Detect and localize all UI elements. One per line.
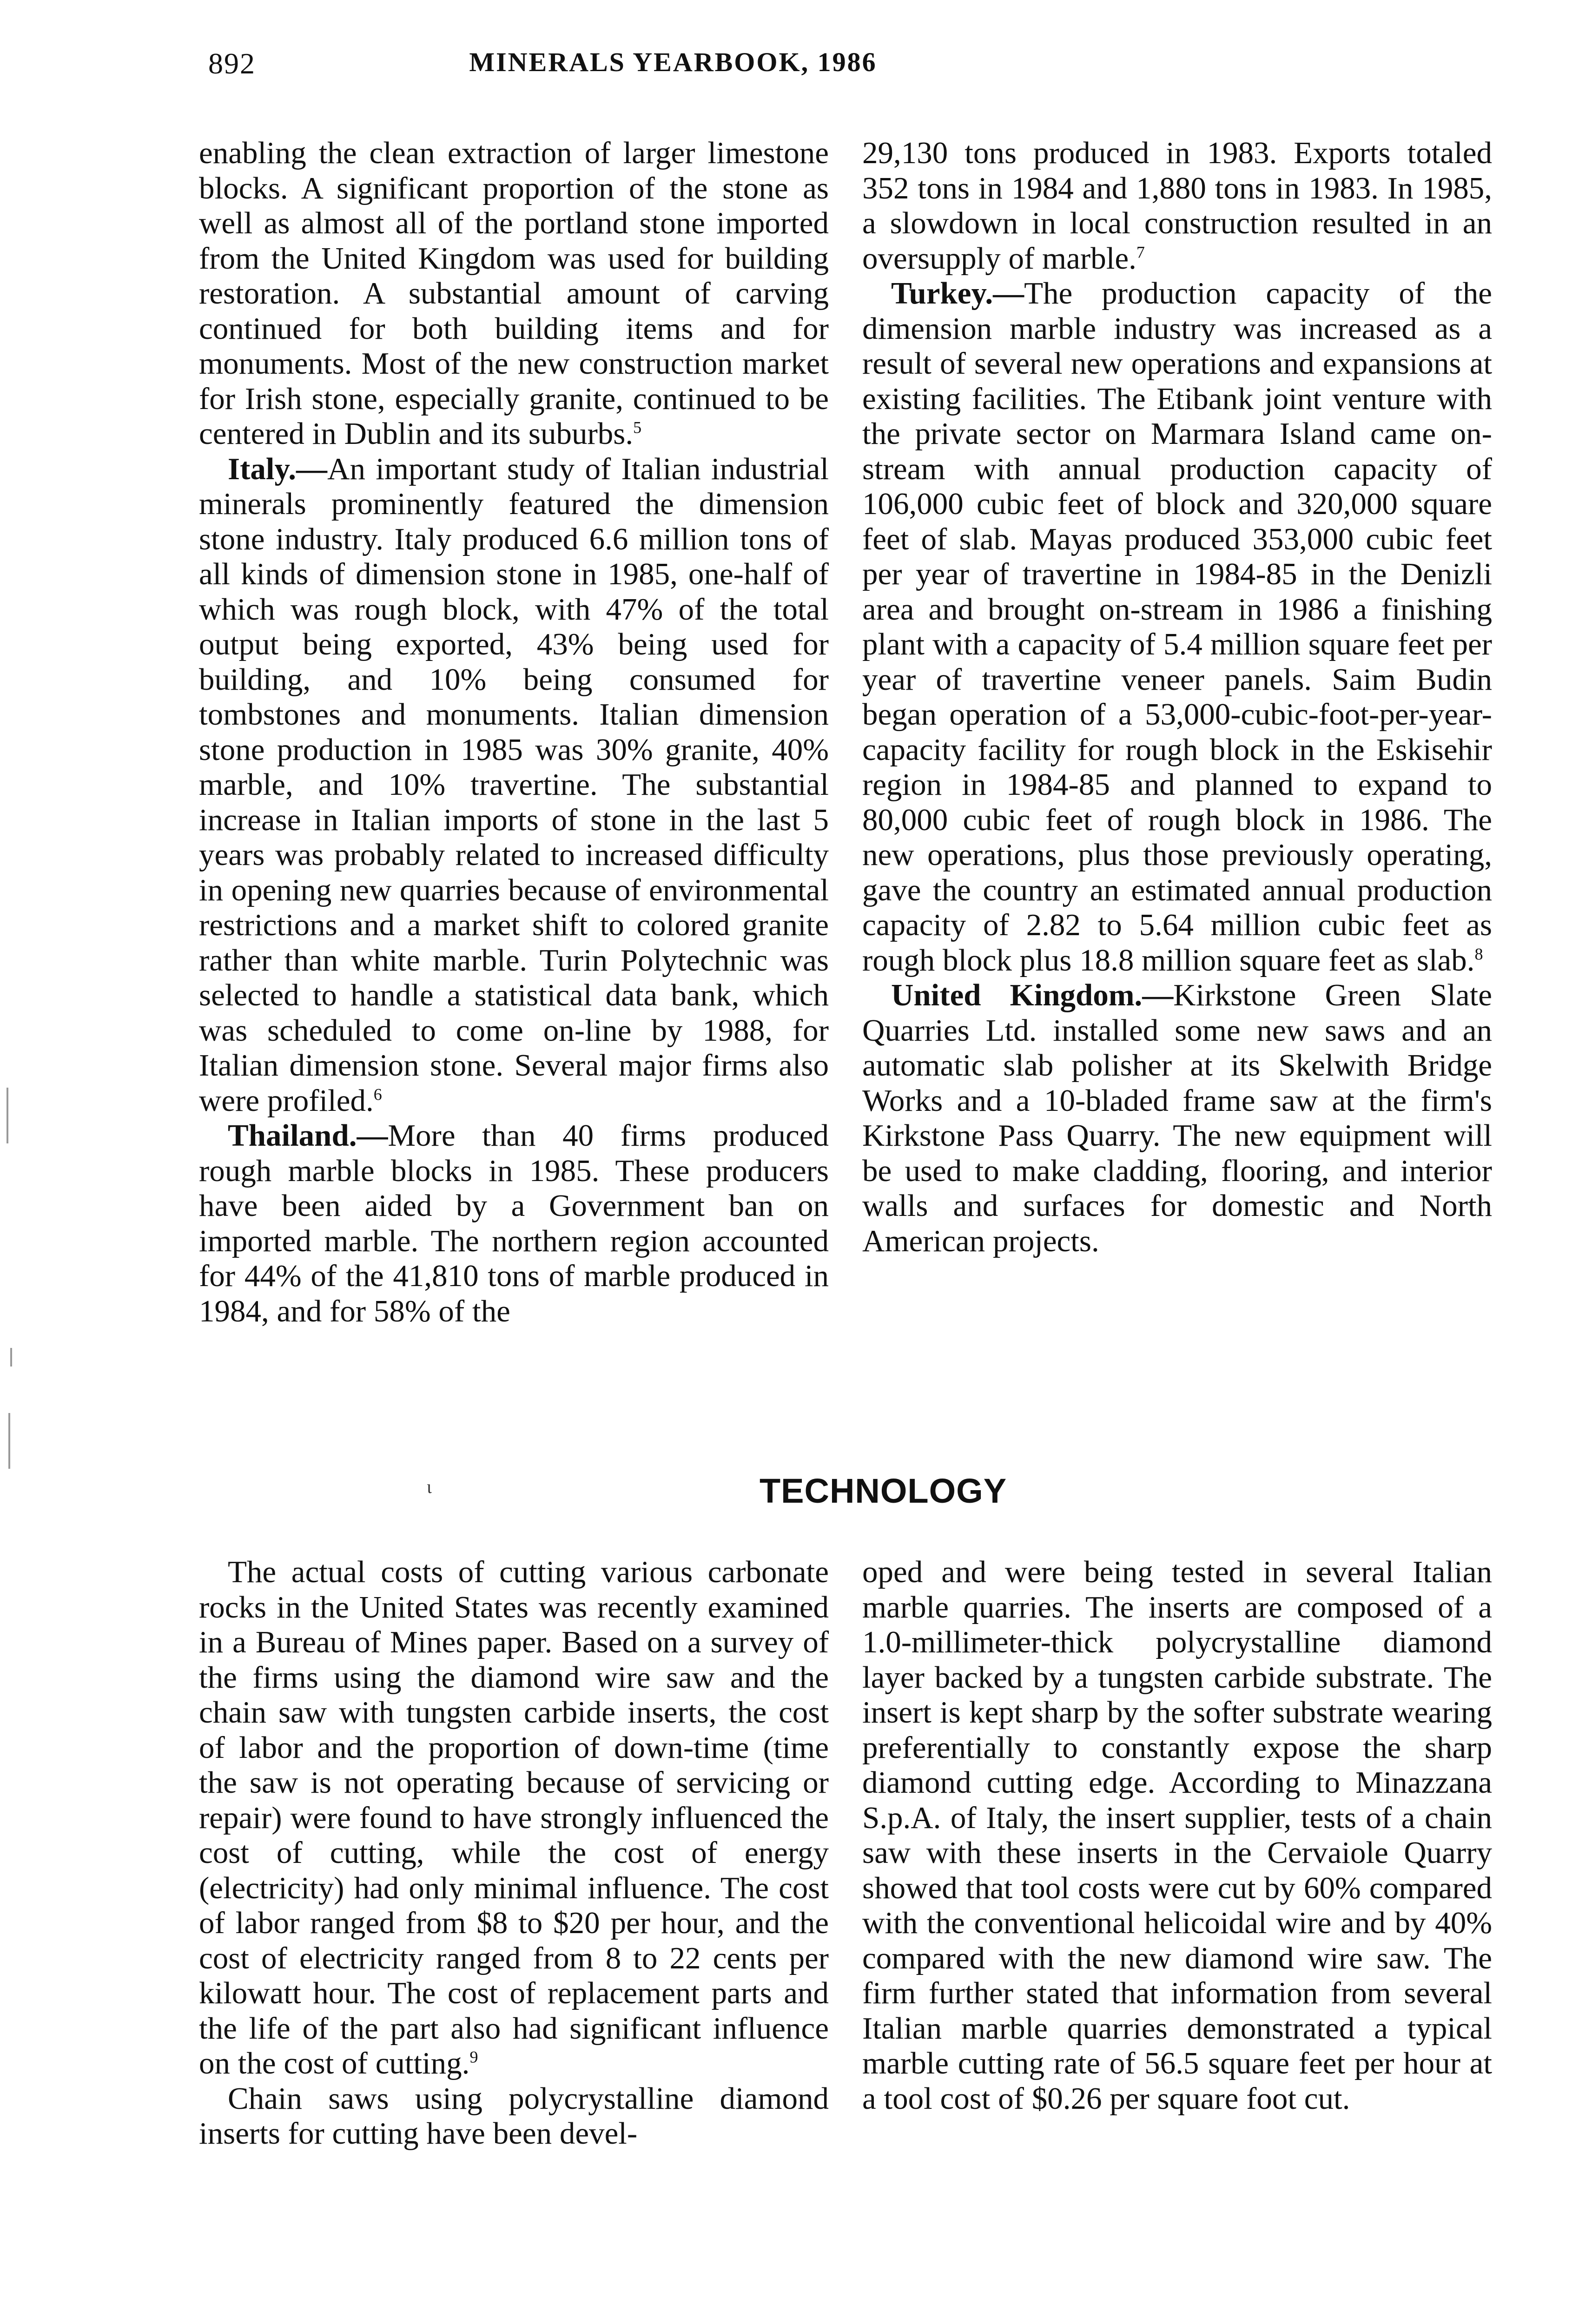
section-heading-technology: TECHNOLOGY bbox=[759, 1472, 1007, 1510]
column-1 bbox=[199, 136, 829, 1329]
paragraph-united-kingdom: United Kingdom.—Kirkstone Green Slate Quarries Ltd. installed some new saws and an automatic slab polisher at its Skelwith Bridge Works and a 10-bladed frame saw at the firm's Kirkstone Pass Quarry. The new equipment will be used to make cladding, flooring, and interior walls and surfaces for domestic and North American projects. bbox=[862, 978, 1492, 1258]
run-in-head-thailand: Thailand.— bbox=[228, 1118, 388, 1153]
paragraph-chain-saws: Chain saws using polycrystalline diamond inserts for cutting have been devel- bbox=[199, 2081, 829, 2151]
paragraph-italy: Italy.—An important study of Italian industrial minerals prominently featured the dimension stone industry. Italy produced 6.6 million tons of all kinds of dimension stone in 1985, one-half of which was rough block, with 47% of the total output being exported, 43% being used for building, and 10% being consumed for tombstones and monuments. Italian dimension stone production in 1985 was 30% granite, 40% marble, and 10% travertine. The substantial increase in Italian imports of stone in the last 5 years was probably related to increased difficulty in opening new quarries because of environmental restrictions and a market shift to colored granite rather than white marble. Turin Polytechnic was selected to handle a statistical data bank, which was scheduled to come on-line by 1988, for Italian dimension stone. Several major firms also were profiled.$^6$ bbox=[199, 451, 829, 1118]
column-2 bbox=[862, 136, 1492, 1259]
margin-scan-mark bbox=[8, 1413, 10, 1469]
paragraph-thailand: Thailand.—More than 40 firms produced rough marble blocks in 1985. These producers have been aided by a Government ban on imported marble. The northern region accounted for 44% of the 41,810 tons of marble produced in 1984, and for 58% of the bbox=[199, 1118, 829, 1328]
footnote-ref-7: 7 bbox=[1136, 243, 1145, 262]
stray-print-mark: ɩ bbox=[427, 1476, 432, 1497]
footnote-ref-8: 8 bbox=[1474, 944, 1483, 964]
running-title: MINERALS YEARBOOK, 1986 bbox=[469, 47, 877, 77]
paragraph-inserts-continued: oped and were being tested in several Italian marble quarries. The inserts are composed of a 1.0-millimeter-thick polycrystalline diamond layer backed by a tungsten carbide substrate. The insert is kept sharp by the softer substrate wearing preferentially to constantly expose the sharp diamond cutting edge. According to Minazzana S.p.A. of Italy, the insert supplier, tests of a chain saw with these inserts in the Cervaiole Quarry showed that tool costs were cut by 60% compared with the conventional helicoidal wire and by 40% compared with the new diamond wire saw. The firm further stated that information from several Italian marble quarries demonstrated a typical marble cutting rate of 56.5 square feet per hour at a tool cost of $0.26 per square foot cut. bbox=[862, 1555, 1492, 2116]
footnote-ref-5: 5 bbox=[633, 418, 642, 437]
paragraph-thailand-continued: 29,130 tons produced in 1983. Exports totaled 352 tons in 1984 and 1,880 tons in 1983. In 1985, a slowdown in local construction resulted in an oversupply of marble.$^7$ bbox=[862, 136, 1492, 276]
margin-scan-mark bbox=[10, 1348, 12, 1367]
run-in-head-italy: Italy.— bbox=[228, 451, 328, 486]
footnote-ref-9: 9 bbox=[469, 2047, 478, 2067]
paragraph-ireland-continued: enabling the clean extraction of larger limestone blocks. A significant proportion of the stone as well as almost all of the portland stone imported from the United Kingdom was used for building restoration. A substantial amount of carving continued for both building items and for monuments. Most of the new construction market for Irish stone, especially granite, continued to be centered in Dublin and its suburbs.$^5$ bbox=[199, 136, 829, 451]
technology-column-2 bbox=[862, 1555, 1492, 2116]
page-number: 892 bbox=[208, 47, 256, 80]
paragraph-cutting-costs: The actual costs of cutting various carbonate rocks in the United States was recently examined in a Bureau of Mines paper. Based on a survey of the firms using the diamond wire saw and the chain saw with tungsten carbide inserts, the cost of labor and the proportion of down-time (time the saw is not operating because of servicing or repair) were found to have strongly influenced the cost of cutting, while the cost of energy (electricity) had only minimal influence. The cost of labor ranged from $8 to $20 per hour, and the cost of electricity ranged from 8 to 22 cents per kilowatt hour. The cost of replacement parts and the life of the part also had significant influence on the cost of cutting.$^9$ bbox=[199, 1555, 829, 2080]
run-in-head-turkey: Turkey.— bbox=[891, 276, 1024, 310]
footnote-ref-6: 6 bbox=[373, 1085, 382, 1104]
run-in-head-united-kingdom: United Kingdom.— bbox=[891, 978, 1174, 1012]
page-header bbox=[208, 46, 1082, 88]
margin-scan-mark bbox=[7, 1088, 8, 1143]
technology-column-1 bbox=[199, 1555, 829, 2152]
paragraph-turkey: Turkey.—The production capacity of the dimension marble industry was increased as a result of several new operations and expansions at existing facilities. The Etibank joint venture with the private sector on Marmara Island came on-stream with annual production capacity of 106,000 cubic feet of block and 320,000 square feet of slab. Mayas produced 353,000 cubic feet per year of travertine in 1984-85 in the Denizli area and brought on-stream in 1986 a finishing plant with a capacity of 5.4 million square feet per year of travertine veneer panels. Saim Budin began operation of a 53,000-cubic-foot-per-year-capacity facility for rough block in the Eskisehir region in 1984-85 and planned to expand to 80,000 cubic feet of rough block in 1986. The new operations, plus those previously operating, gave the country an estimated annual production capacity of 2.82 to 5.64 million cubic feet as rough block plus 18.8 million square feet as slab.$^8$ bbox=[862, 276, 1492, 977]
